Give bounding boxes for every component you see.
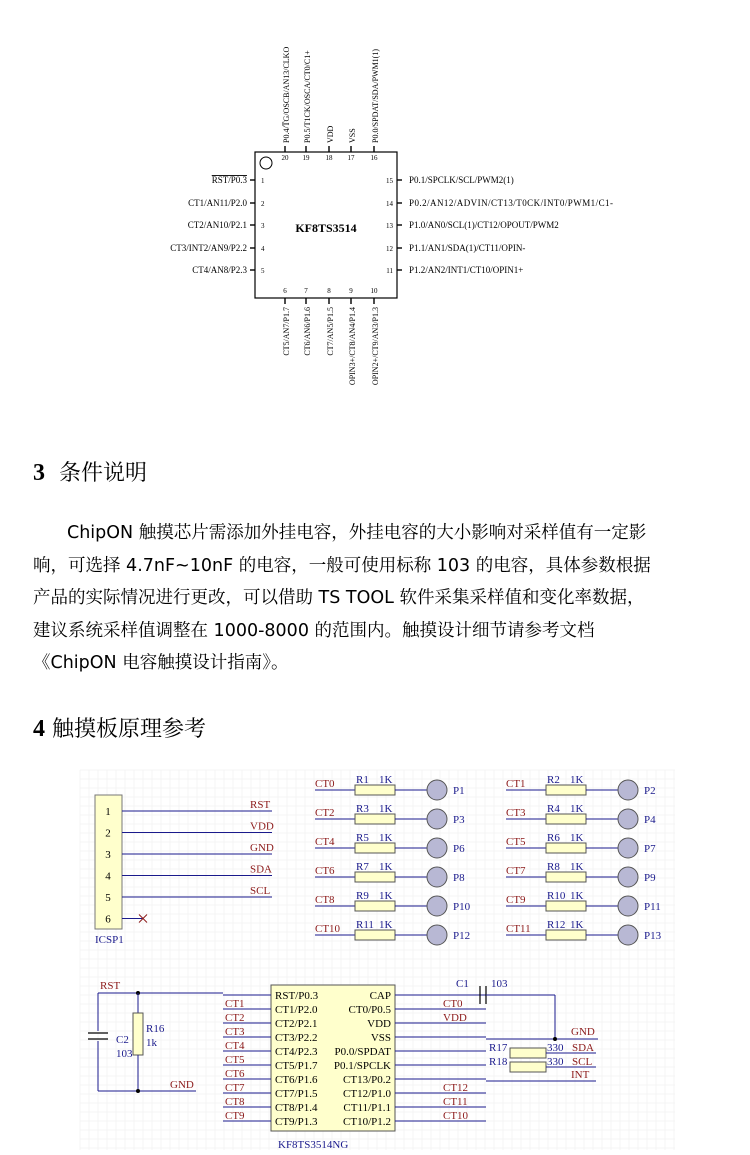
net-label: GND	[571, 1026, 595, 1038]
net-label: CT0	[443, 998, 463, 1010]
net-label: CT9	[506, 894, 526, 906]
touch-pad	[618, 780, 638, 800]
pin-number: 2	[261, 200, 265, 208]
net-label: CT5	[225, 1054, 245, 1066]
icsp-pin-number: 6	[105, 913, 111, 926]
resistor-value: 1K	[570, 890, 584, 902]
pin-number: 9	[349, 287, 353, 295]
icsp-pin-number: 1	[105, 806, 111, 818]
resistor-value: 1K	[379, 832, 393, 844]
touch-pad	[427, 809, 447, 829]
net-label: CT3	[506, 807, 526, 819]
icsp-net-label: RST	[250, 799, 271, 811]
resistor-value: 330	[547, 1056, 564, 1068]
c1-ref: C1	[456, 978, 469, 990]
resistor	[355, 901, 395, 911]
resistor	[355, 872, 395, 882]
resistor-value: 330	[547, 1042, 564, 1054]
pin-label: VSS	[348, 128, 357, 143]
mcu-pin-label: CT3/P2.2	[275, 1032, 318, 1044]
pad-label: P6	[453, 843, 465, 855]
pin-number: 15	[386, 177, 393, 185]
section-4-heading	[33, 712, 206, 743]
pin-label: CT4/AN8/P2.3	[192, 265, 247, 275]
section-title: 条件说明	[59, 461, 148, 486]
resistor	[510, 1062, 546, 1072]
net-label: CT7	[225, 1082, 245, 1094]
icsp-pin-number: 5	[105, 892, 111, 904]
net-label: CT5	[506, 836, 526, 848]
resistor-value: 1K	[379, 803, 393, 815]
junction	[553, 1037, 557, 1041]
mcu-pin-label: VDD	[367, 1018, 391, 1030]
mcu-pin-label: CT8/P1.4	[275, 1102, 318, 1114]
mcu-pin-label: CT2/P2.1	[275, 1018, 318, 1030]
net-label: CT7	[506, 865, 526, 877]
touch-pad	[618, 867, 638, 887]
resistor-value: 1K	[570, 803, 584, 815]
resistor-r16	[133, 1013, 143, 1055]
resistor-value: 1K	[570, 832, 584, 844]
net-label: CT2	[225, 1012, 245, 1024]
resistor	[355, 843, 395, 853]
pin-number: 14	[386, 200, 393, 208]
touch-pad	[427, 867, 447, 887]
pin-number: 18	[325, 154, 333, 162]
section-number: 4	[33, 716, 45, 742]
mcu-pin-label: P0.0/SPDAT	[334, 1046, 391, 1058]
pin-number: 12	[386, 245, 393, 253]
resistor-ref: R2	[547, 774, 560, 786]
resistor-value: 1K	[570, 861, 584, 873]
mcu-pin-label: CT1/P2.0	[275, 1004, 318, 1016]
net-label: CT3	[225, 1026, 245, 1038]
resistor-value: 1K	[379, 774, 393, 786]
pin-number: 13	[386, 222, 393, 230]
mcu-pin-label: CT13/P0.2	[343, 1074, 391, 1086]
touch-board-schematic	[0, 765, 750, 1155]
resistor-value: 1K	[379, 890, 393, 902]
icsp-pin-number: 4	[105, 870, 111, 883]
mcu-pin-label: CT0/P0.5	[348, 1004, 391, 1016]
resistor-ref: R7	[356, 861, 369, 873]
pin-number: 6	[283, 287, 287, 295]
icsp-net-label: SCL	[250, 885, 271, 897]
paragraph-line: ChipON 触摸芯片需添加外挂电容，外挂电容的大小影响对采样值有一定影	[67, 523, 647, 543]
net-label: CT4	[225, 1040, 245, 1052]
pin-number: 3	[261, 222, 265, 230]
pin-number: 10	[370, 287, 378, 295]
mcu-pin-label: CT12/P1.0	[343, 1088, 391, 1100]
net-label: CT8	[315, 894, 335, 906]
resistor	[355, 785, 395, 795]
resistor	[546, 901, 586, 911]
c2-value: 103	[116, 1048, 133, 1060]
net-label: INT	[571, 1069, 590, 1081]
pad-label: P3	[453, 814, 465, 826]
paragraph-line: 产品的实际情况进行更改，可以借助 TS TOOL 软件采集采样值和变化率数据，	[33, 588, 645, 608]
c1-value: 103	[491, 978, 508, 990]
net-label: SDA	[572, 1042, 595, 1054]
mcu-pin-label: CT4/P2.3	[275, 1046, 318, 1058]
pin-label: P0.5/T1CK/OSCA/CT0/C1+	[303, 50, 312, 143]
net-label: CT1	[506, 778, 526, 790]
touch-pad	[618, 809, 638, 829]
resistor-value: 1K	[570, 919, 584, 931]
net-label: CT9	[225, 1110, 245, 1122]
pin-label: P0.1/SPCLK/SCL/PWM2(1)	[409, 175, 514, 185]
resistor-value: 1K	[379, 861, 393, 873]
paragraph-line: 响，可选择 4.7nF~10nF 的电容，一般可使用标称 103 的电容，具体参数根据	[33, 555, 651, 576]
touch-pad	[427, 780, 447, 800]
resistor-ref: R8	[547, 861, 560, 873]
pad-label: P7	[644, 843, 656, 855]
mcu-pin-label: CT5/P1.7	[275, 1060, 318, 1072]
pad-label: P4	[644, 814, 656, 826]
pad-label: P1	[453, 785, 465, 797]
pin-label: OPIN2+/CT9/AN3/P1.3	[371, 307, 380, 386]
resistor-ref: R12	[547, 919, 566, 931]
paragraph-line: 建议系统采样值调整在 1000-8000 的范围内。触摸设计细节请参考文档	[33, 620, 595, 641]
section-number: 3	[33, 460, 45, 486]
pin-number: 19	[302, 154, 310, 162]
pad-label: P12	[453, 930, 471, 942]
resistor	[546, 843, 586, 853]
pin-number: 17	[347, 154, 355, 162]
pin-label: P0.4/T̅G/OSCB/AN13/CLKO	[282, 46, 291, 143]
pin-label: P1.2/AN2/INT1/CT10/OPIN1+	[409, 265, 524, 275]
paragraph-line: 《ChipON 电容触摸设计指南》。	[33, 653, 289, 673]
pin-number: 8	[327, 287, 331, 295]
pad-label: P9	[644, 872, 656, 884]
touch-pad	[618, 925, 638, 945]
mcu-pin-label: CT11/P1.1	[343, 1102, 391, 1114]
icsp-pin-number: 2	[105, 827, 111, 840]
pin-label: CT6/AN6/P1.6	[303, 307, 312, 356]
pin-number: 7	[304, 287, 308, 295]
resistor-ref: R18	[489, 1056, 508, 1068]
touch-pad	[618, 838, 638, 858]
net-label: VDD	[443, 1012, 467, 1024]
touch-pad	[427, 925, 447, 945]
resistor	[546, 785, 586, 795]
mcu-pin-label: CT10/P1.2	[343, 1116, 391, 1128]
chip-name: KF8TS3514	[295, 221, 357, 235]
pad-label: P2	[644, 785, 656, 797]
resistor-value: 1K	[570, 774, 584, 786]
resistor-ref: R10	[547, 890, 566, 902]
r16-value: 1k	[146, 1037, 157, 1049]
pin-label: P0.0/SPDAT/SDA/PWM1(1)	[371, 48, 380, 143]
pin-label: CT7/AN5/P1.5	[326, 307, 335, 356]
resistor-ref: R1	[356, 774, 369, 786]
mcu-pin-label: CAP	[369, 990, 391, 1002]
resistor-ref: R3	[356, 803, 369, 815]
pin-label: VDD	[326, 125, 335, 143]
junction	[136, 1089, 140, 1093]
net-label: CT6	[225, 1068, 245, 1080]
net-label: CT6	[315, 865, 335, 877]
pin-label: P0.2/AN12/ADVIN/CT13/T0CK/INT0/PWM1/C1-	[409, 198, 613, 208]
resistor-ref: R4	[547, 803, 560, 815]
resistor	[355, 930, 395, 940]
pin-label: CT2/AN10/P2.1	[187, 220, 247, 230]
net-label: CT4	[315, 836, 335, 848]
pad-label: P8	[453, 872, 465, 884]
net-label: CT8	[225, 1096, 245, 1108]
icsp-net-label: GND	[250, 842, 274, 854]
pad-label: P10	[453, 901, 471, 913]
net-label: CT2	[315, 807, 335, 819]
pin-label: CT1/AN11/P2.0	[188, 198, 247, 208]
mcu-pin-label: CT6/P1.6	[275, 1074, 318, 1086]
icsp-ref: ICSP1	[95, 934, 124, 946]
mcu-ref: KF8TS3514NG	[278, 1139, 349, 1151]
net-label: CT11	[506, 923, 531, 935]
pin-number: 20	[281, 154, 289, 162]
resistor	[510, 1048, 546, 1058]
net-label: RST	[100, 980, 121, 992]
icsp-net-label: VDD	[250, 820, 274, 833]
icsp-pin-number: 3	[105, 849, 111, 861]
chip-pinout-diagram	[0, 0, 750, 410]
resistor	[546, 930, 586, 940]
icsp-net-label: SDA	[250, 863, 273, 876]
r16-ref: R16	[146, 1023, 165, 1035]
touch-pad	[427, 838, 447, 858]
pin-label: P1.1/AN1/SDA(1)/CT11/OPIN-	[409, 243, 526, 253]
net-label: CT11	[443, 1096, 468, 1108]
resistor-value: 1K	[379, 919, 393, 931]
mcu-pin-label: VSS	[370, 1032, 391, 1044]
resistor-ref: R11	[356, 919, 374, 931]
pad-label: P11	[644, 901, 661, 913]
net-label: SCL	[572, 1056, 593, 1068]
pin-number: 11	[386, 267, 393, 275]
resistor	[355, 814, 395, 824]
net-label: CT1	[225, 998, 245, 1010]
resistor	[546, 872, 586, 882]
net-label: GND	[170, 1079, 194, 1091]
resistor	[546, 814, 586, 824]
net-label: CT10	[315, 923, 341, 935]
mcu-pin-label: P0.1/SPCLK	[333, 1060, 391, 1072]
section-3-heading	[33, 456, 147, 487]
mcu-pin-label: CT7/P1.5	[275, 1088, 318, 1100]
mcu-pin-label: CT9/P1.3	[275, 1116, 318, 1128]
pin-number: 5	[261, 267, 265, 275]
net-label: CT10	[443, 1110, 469, 1122]
pin-label: CT5/AN7/P1.7	[282, 307, 291, 356]
c2-ref: C2	[116, 1034, 129, 1046]
section-3-body	[33, 517, 723, 680]
pin-label: P1.0/AN0/SCL(1)/CT12/OPOUT/PWM2	[409, 220, 559, 230]
pin-number: 16	[370, 154, 378, 162]
pin-label: OPIN3+/CT8/AN4/P1.4	[348, 307, 357, 386]
resistor-ref: R17	[489, 1042, 508, 1054]
net-label: CT12	[443, 1082, 469, 1094]
resistor-ref: R5	[356, 832, 369, 844]
resistor-ref: R9	[356, 890, 369, 902]
resistor-ref: R6	[547, 832, 560, 844]
pin-label: RST/P0.3	[211, 175, 247, 185]
pin-number: 1	[261, 177, 265, 185]
section-title: 触摸板原理参考	[52, 717, 207, 742]
touch-pad	[427, 896, 447, 916]
pin-number: 4	[261, 245, 265, 253]
net-label: CT0	[315, 778, 335, 790]
mcu-pin-label: RST/P0.3	[275, 990, 319, 1002]
pin-label: CT3/INT2/AN9/P2.2	[170, 243, 247, 253]
pad-label: P13	[644, 930, 662, 942]
touch-pad	[618, 896, 638, 916]
